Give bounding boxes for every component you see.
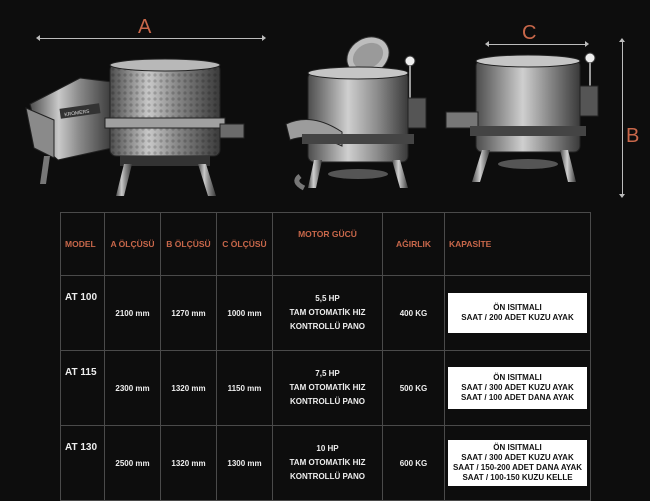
cell-c: 1300 mm [217, 426, 273, 501]
dimension-arrow-a [40, 38, 262, 39]
motor-power: 10 HP [316, 444, 339, 453]
motor-line: TAM OTOMATİK HIZ [289, 308, 366, 317]
capacity-box [448, 440, 587, 486]
capacity-line: SAAT / 150-200 ADET DANA AYAK [452, 463, 583, 472]
motor-line: KONTROLLÜ PANO [290, 397, 365, 406]
cell-motor [273, 276, 383, 351]
table-header-row [61, 213, 591, 276]
dimension-label-a: A [138, 16, 152, 38]
capacity-box [448, 293, 587, 333]
cell-motor [273, 426, 383, 501]
capacity-line: SAAT / 100-150 KUZU KELLE [462, 473, 573, 482]
cell-model: AT 130 [61, 426, 105, 501]
dimension-label-c: C [522, 22, 537, 44]
table-row [61, 426, 591, 501]
header-a: A ÖLÇÜSÜ [105, 213, 161, 276]
dimension-arrow-c [489, 44, 585, 45]
cell-a: 2300 mm [105, 351, 161, 426]
spec-table [60, 212, 591, 501]
header-model: MODEL [61, 213, 105, 276]
cell-weight: 600 KG [383, 426, 445, 501]
capacity-line: SAAT / 300 ADET KUZU AYAK [461, 383, 574, 392]
cell-weight: 500 KG [383, 351, 445, 426]
motor-power: 7,5 HP [315, 369, 340, 378]
machine-rear-view-image [440, 46, 620, 196]
capacity-line: SAAT / 100 ADET DANA AYAK [460, 393, 575, 402]
capacity-line: ÖN ISITMALI [493, 443, 542, 452]
cell-model: AT 115 [61, 351, 105, 426]
cell-model: AT 100 [61, 276, 105, 351]
cell-capacity [445, 426, 591, 501]
header-c: C ÖLÇÜSÜ [217, 213, 273, 276]
header-b: B ÖLÇÜSÜ [161, 213, 217, 276]
machine-front-view-image [282, 28, 442, 198]
header-weight: AĞIRLIK [383, 213, 445, 276]
header-motor: MOTOR GÜCÜ [273, 213, 383, 276]
capacity-line: ÖN ISITMALI [493, 373, 542, 382]
cell-motor [273, 351, 383, 426]
table-row [61, 276, 591, 351]
motor-line: TAM OTOMATİK HIZ [289, 383, 366, 392]
cell-b: 1320 mm [161, 351, 217, 426]
cell-capacity [445, 276, 591, 351]
cell-a: 2100 mm [105, 276, 161, 351]
cell-c: 1000 mm [217, 276, 273, 351]
brand-logo: KROMERS [64, 108, 90, 119]
cell-c: 1150 mm [217, 351, 273, 426]
cell-a: 2500 mm [105, 426, 161, 501]
machine-side-view-image [20, 48, 270, 198]
capacity-line: SAAT / 300 ADET KUZU AYAK [461, 453, 574, 462]
motor-power: 5,5 HP [315, 294, 340, 303]
header-capacity: KAPASİTE [445, 213, 591, 276]
motor-line: KONTROLLÜ PANO [290, 322, 365, 331]
motor-line: TAM OTOMATİK HIZ [289, 458, 366, 467]
cell-capacity [445, 351, 591, 426]
motor-line: KONTROLLÜ PANO [290, 472, 365, 481]
capacity-box [448, 367, 587, 409]
capacity-line: ÖN ISITMALI [493, 303, 542, 312]
cell-weight: 400 KG [383, 276, 445, 351]
dimension-arrow-b [622, 42, 623, 194]
cell-b: 1270 mm [161, 276, 217, 351]
dimension-label-b: B [626, 125, 640, 147]
capacity-line: SAAT / 200 ADET KUZU AYAK [461, 313, 574, 322]
table-row [61, 351, 591, 426]
cell-b: 1320 mm [161, 426, 217, 501]
